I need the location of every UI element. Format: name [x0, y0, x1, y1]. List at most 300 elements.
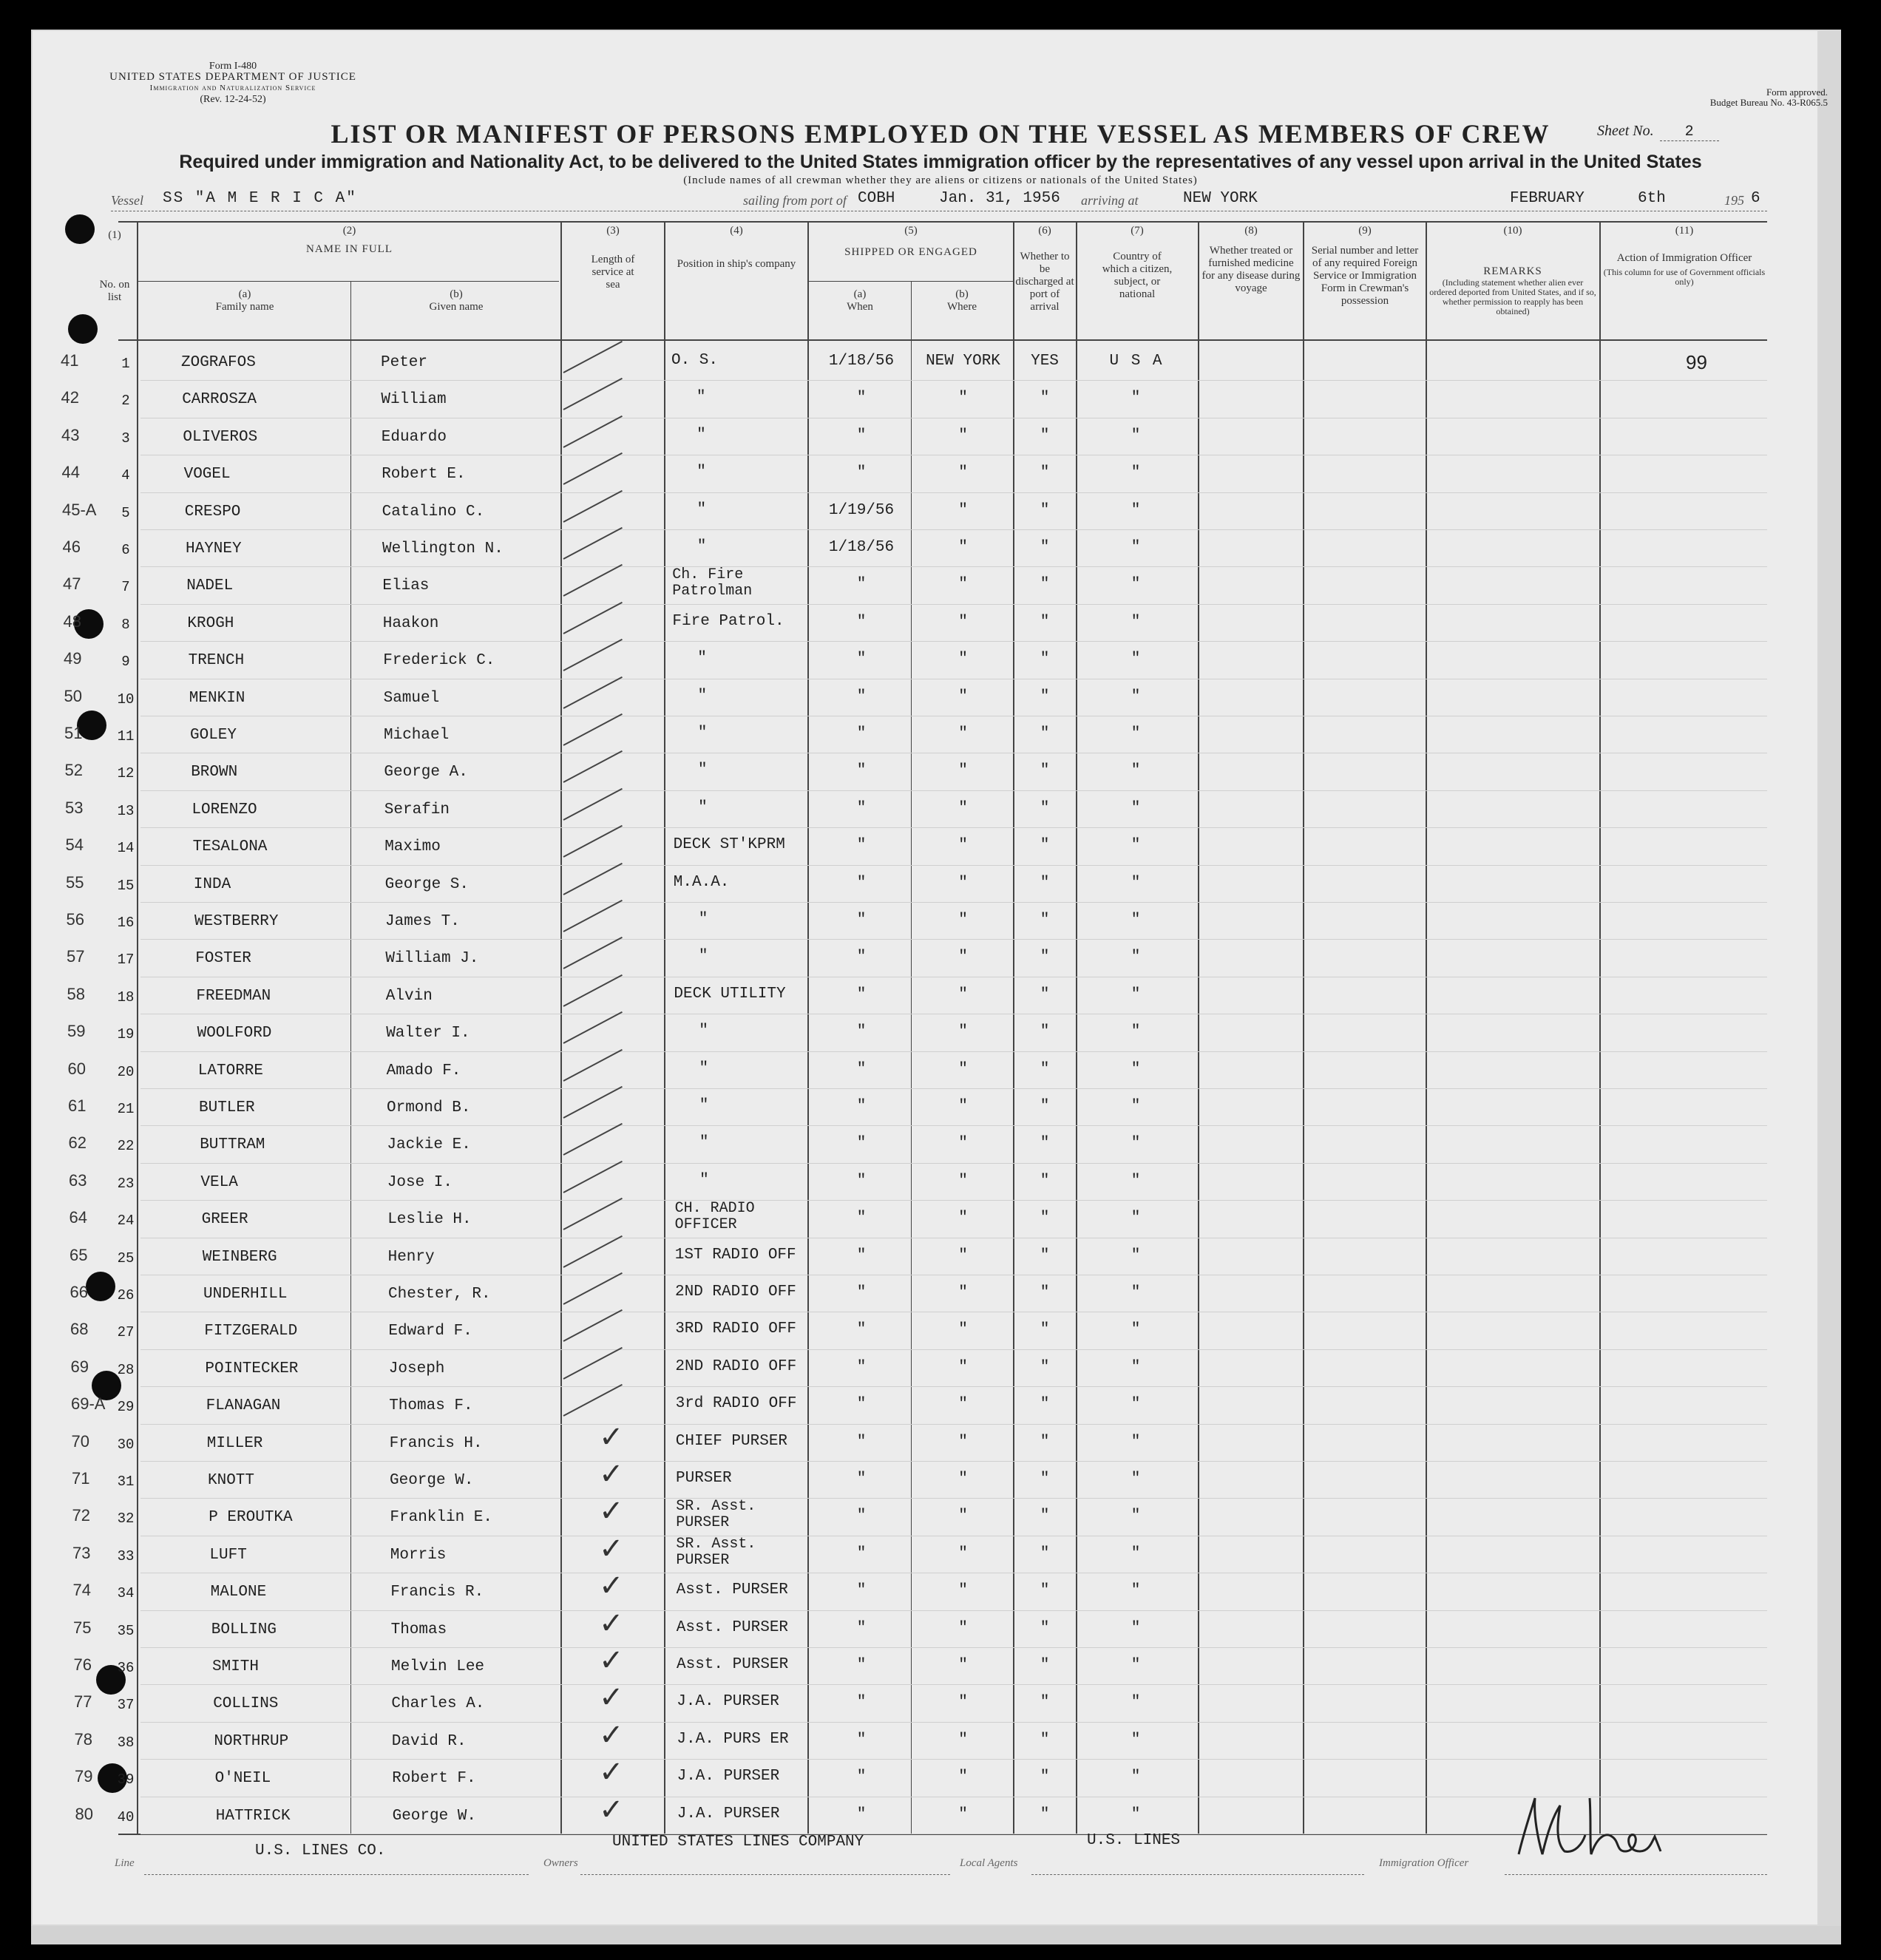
family-name: VELA: [200, 1173, 238, 1191]
given-name: William J.: [385, 950, 479, 968]
col-note: (Including statement whether alien ever ordered deported from United States, and if so, whether permission to reapply has been obtained): [1429, 277, 1596, 316]
list-number: 26: [117, 1287, 135, 1303]
shipped-when: ": [856, 464, 867, 482]
shipped-when: ": [856, 1508, 867, 1525]
country: ": [1131, 1657, 1142, 1674]
given-name: Alvin: [385, 987, 433, 1005]
shipped-when: ": [856, 1098, 867, 1115]
punch-hole: [68, 314, 98, 344]
position: ": [699, 1059, 709, 1077]
family-name: CRESPO: [184, 503, 241, 520]
given-name: Robert F.: [392, 1770, 476, 1788]
given-name: George A.: [384, 764, 468, 781]
position: ": [699, 1171, 709, 1189]
table-top-rule: [118, 221, 1767, 223]
position: J.A. PURSER: [677, 1693, 779, 1711]
list-number: 40: [117, 1808, 135, 1825]
discharged: ": [1040, 1471, 1050, 1488]
list-number: 9: [121, 654, 130, 671]
shipped-when: 1/18/56: [828, 539, 895, 556]
given-name: George W.: [390, 1472, 474, 1489]
running-number: 75: [73, 1618, 92, 1637]
family-name: NADEL: [186, 577, 234, 595]
position: CH. RADIO OFFICER: [674, 1200, 755, 1234]
col5-header: [810, 225, 1011, 259]
position: ": [699, 1134, 709, 1152]
discharged: ": [1040, 986, 1050, 1003]
col-number: (7): [1131, 225, 1144, 237]
shipped-where: ": [958, 1657, 968, 1674]
family-name: TESALONA: [192, 838, 268, 856]
running-number: 66: [70, 1283, 88, 1301]
running-number: 62: [68, 1133, 87, 1153]
col1-header: [96, 229, 133, 304]
vessel-label: Vessel: [111, 193, 143, 208]
given-name: Frederick C.: [383, 652, 495, 670]
col-note: (This column for use of Government officials only): [1603, 267, 1766, 287]
position: SR. Asst. PURSER: [676, 1498, 756, 1532]
shipped-where: ": [958, 1805, 968, 1823]
list-number: 19: [117, 1026, 135, 1043]
family-name: P EROUTKA: [209, 1509, 293, 1527]
table-header-rule: [118, 339, 1767, 341]
given-name: Wellington N.: [382, 540, 504, 557]
underline: [1505, 1873, 1767, 1875]
family-name: FLANAGAN: [206, 1397, 281, 1415]
discharged: ": [1040, 1805, 1050, 1823]
discharged: ": [1040, 688, 1050, 705]
family-name: HATTRICK: [215, 1807, 291, 1825]
given-name: Amado F.: [386, 1062, 461, 1079]
shipped-when: ": [856, 1544, 867, 1562]
discharged: ": [1040, 651, 1050, 668]
list-number: 35: [117, 1622, 135, 1639]
col11-header: [1603, 225, 1766, 287]
running-number: 78: [74, 1729, 92, 1749]
running-number: 63: [69, 1170, 87, 1190]
voyage-line: [111, 189, 1767, 211]
service-check-mark: ✓: [599, 1494, 624, 1529]
list-number: 13: [117, 802, 135, 819]
col5b-header: [912, 288, 1011, 313]
given-name: David R.: [391, 1732, 467, 1750]
discharged: ": [1040, 1247, 1050, 1264]
position: ": [697, 538, 707, 555]
shipped-when: ": [856, 1358, 867, 1376]
family-name: CARROSZA: [182, 391, 257, 409]
discharged: ": [1040, 1060, 1050, 1078]
discharged: ": [1040, 874, 1050, 892]
list-number: 20: [117, 1063, 135, 1080]
year-prefix: 195: [1724, 193, 1744, 208]
col-number: (b): [955, 288, 969, 300]
country: ": [1131, 464, 1142, 482]
shipped-where: ": [958, 1023, 968, 1041]
country: ": [1131, 1582, 1142, 1600]
given-name: Melvin Lee: [391, 1658, 485, 1675]
col10-header: [1428, 225, 1597, 316]
running-number: 79: [75, 1767, 93, 1786]
running-number: 68: [70, 1320, 89, 1339]
discharged: ": [1040, 1358, 1050, 1376]
running-number: 47: [63, 574, 81, 594]
running-number: 64: [69, 1208, 87, 1227]
family-name: MILLER: [206, 1434, 263, 1452]
shipped-when: ": [856, 688, 867, 705]
shipped-where: ": [958, 1060, 968, 1078]
country: ": [1131, 1060, 1142, 1078]
family-name: BUTLER: [199, 1099, 255, 1116]
family-name: BROWN: [191, 764, 238, 781]
vessel-name: SS "A M E R I C A": [163, 190, 357, 207]
list-number: 37: [117, 1697, 135, 1714]
shipped-where: ": [958, 1172, 968, 1190]
running-number: 49: [64, 649, 82, 668]
family-name: INDA: [193, 875, 231, 893]
name-subrule: [138, 281, 559, 282]
given-name: Peter: [381, 354, 428, 371]
given-name: Michael: [384, 727, 450, 744]
country: ": [1131, 1769, 1142, 1786]
shipped-where: ": [958, 1582, 968, 1600]
year-suffix: 6: [1751, 190, 1760, 207]
discharged: ": [1040, 1694, 1050, 1712]
position: M.A.A.: [673, 873, 730, 891]
service-check-mark: ✓: [599, 1681, 624, 1715]
position: ": [697, 426, 706, 444]
service-check-mark: ✓: [599, 1457, 624, 1491]
given-name: Chester, R.: [388, 1286, 491, 1303]
family-name: COLLINS: [213, 1695, 279, 1713]
col-label: When: [847, 301, 873, 313]
family-name: LATORRE: [197, 1062, 264, 1079]
country: ": [1131, 799, 1142, 817]
running-number: 48: [63, 611, 81, 631]
position: SR. Asst. PURSER: [676, 1535, 756, 1569]
position: 2ND RADIO OFF: [675, 1357, 797, 1375]
shipped-where: ": [958, 799, 968, 817]
list-number: 30: [117, 1436, 135, 1453]
list-number: 22: [117, 1138, 135, 1155]
position: ": [698, 911, 708, 928]
country: ": [1131, 1098, 1142, 1115]
running-number: 61: [68, 1096, 87, 1115]
running-number: 55: [66, 872, 84, 892]
shipped-when: ": [856, 651, 867, 668]
shipped-when: ": [856, 1135, 867, 1153]
discharged: ": [1040, 1098, 1050, 1115]
discharged: ": [1040, 390, 1050, 407]
family-name: O'NEIL: [214, 1770, 271, 1788]
country: ": [1131, 1396, 1142, 1414]
list-number: 7: [121, 579, 130, 596]
shipped-when: ": [856, 1657, 867, 1674]
line-value: U.S. LINES CO.: [255, 1842, 386, 1859]
country: ": [1131, 986, 1142, 1003]
shipped-when: ": [856, 427, 867, 444]
page-note: (Include names of all crewman whether they are aliens or citizens or nationals of the United States): [683, 174, 1198, 186]
given-name: Edward F.: [388, 1323, 472, 1340]
shipped-where: ": [958, 427, 968, 444]
country: ": [1131, 725, 1142, 742]
col-number: (2): [342, 225, 356, 237]
given-name: Joseph: [388, 1360, 445, 1377]
list-number: 33: [117, 1547, 135, 1564]
underline: [580, 1873, 950, 1875]
family-name: WESTBERRY: [194, 913, 279, 930]
country: ": [1131, 1321, 1142, 1339]
given-name: Henry: [387, 1248, 435, 1266]
shipped-where: ": [958, 986, 968, 1003]
running-number: 77: [74, 1692, 92, 1712]
discharged: ": [1040, 613, 1050, 631]
position: ": [697, 725, 708, 742]
shipped-when: ": [856, 986, 867, 1003]
position: 3rd RADIO OFF: [675, 1395, 797, 1413]
running-number: 70: [71, 1431, 89, 1451]
given-name: William: [381, 391, 447, 409]
list-number: 18: [117, 989, 135, 1006]
country: U S A: [1109, 353, 1164, 370]
given-name: George S.: [384, 875, 470, 893]
list-number: 11: [117, 728, 135, 745]
col-number: (a): [853, 288, 867, 300]
list-number: 15: [117, 877, 135, 894]
family-name: BUTTRAM: [200, 1136, 265, 1154]
position: DECK UTILITY: [674, 985, 786, 1003]
list-number: 36: [117, 1660, 135, 1676]
list-number: 2: [121, 393, 130, 410]
discharged: ": [1040, 1135, 1050, 1153]
position: Asst. PURSER: [677, 1656, 789, 1673]
shipped-when: ": [856, 1023, 867, 1041]
service-check-mark: ✓: [599, 1606, 624, 1641]
shipped-when: ": [856, 1396, 867, 1414]
given-name: Morris: [390, 1546, 447, 1564]
position: 2ND RADIO OFF: [675, 1284, 796, 1301]
given-name: Walter I.: [386, 1025, 470, 1042]
shipped-where: ": [958, 390, 968, 407]
department: UNITED STATES DEPARTMENT OF JUSTICE: [109, 71, 356, 83]
col-label: Action of Immigration Officer: [1616, 252, 1752, 264]
given-name: Thomas F.: [389, 1397, 473, 1415]
approval-text: Form approved.: [1766, 87, 1828, 98]
list-number: 12: [117, 765, 135, 782]
running-number: 73: [72, 1543, 91, 1562]
discharged: YES: [1031, 353, 1059, 370]
discharged: ": [1040, 1544, 1050, 1562]
service-check-mark: ✓: [599, 1717, 624, 1752]
running-number: 42: [61, 388, 79, 407]
country: ": [1131, 427, 1142, 444]
discharged: ": [1040, 1023, 1050, 1041]
service: Immigration and Naturalization Service: [149, 84, 316, 92]
col6-header: [1015, 225, 1074, 313]
country: ": [1131, 1433, 1142, 1451]
country: ": [1131, 688, 1142, 705]
sheet-edge: [1819, 30, 1841, 1944]
shipped-where: ": [958, 576, 968, 594]
country: ": [1131, 1694, 1142, 1712]
country: ": [1131, 1284, 1142, 1301]
shipped-where: ": [958, 1769, 968, 1786]
discharged: ": [1040, 837, 1050, 855]
country: ": [1131, 501, 1142, 519]
shipped-where: ": [958, 1210, 968, 1227]
shipped-when: ": [856, 1433, 867, 1451]
shipped-where: ": [958, 1321, 968, 1339]
service-check-mark: ✓: [599, 1531, 624, 1566]
running-number: 50: [64, 686, 82, 705]
discharged: ": [1040, 1619, 1050, 1637]
col-label: REMARKS: [1483, 265, 1542, 277]
list-number: 39: [117, 1771, 135, 1788]
shipped-where: ": [958, 688, 968, 705]
list-number: 23: [117, 1175, 135, 1192]
punch-hole: [86, 1272, 115, 1301]
shipped-where: ": [958, 1731, 968, 1749]
discharged: ": [1040, 1210, 1050, 1227]
page-title: LIST OR MANIFEST OF PERSONS EMPLOYED ON THE VESSEL AS MEMBERS OF CREW: [331, 119, 1550, 149]
col-number: (10): [1503, 225, 1522, 237]
shipped-when: ": [856, 1471, 867, 1488]
shipped-when: ": [856, 1060, 867, 1078]
shipped-when: ": [856, 1805, 867, 1823]
given-name: Robert E.: [382, 466, 466, 484]
position: J.A. PURSER: [677, 1805, 780, 1822]
country: ": [1131, 949, 1142, 966]
shipped-when: ": [856, 837, 867, 855]
col-label: Length of service at sea: [591, 254, 635, 291]
owners-value: UNITED STATES LINES COMPANY: [612, 1834, 864, 1851]
shipped-where: ": [958, 539, 968, 556]
family-name: LUFT: [209, 1546, 247, 1564]
family-name: TRENCH: [188, 652, 245, 670]
shipped-when: ": [856, 1284, 867, 1301]
owners-label: Owners: [543, 1857, 578, 1869]
shipped-where: ": [958, 501, 968, 519]
shipped-where: ": [958, 874, 968, 892]
country: ": [1131, 539, 1142, 556]
shipped-where: ": [958, 1284, 968, 1301]
col-label: Given name: [429, 301, 484, 313]
running-number: 52: [64, 761, 83, 780]
position: 1ST RADIO OFF: [674, 1246, 796, 1264]
col-label: Family name: [215, 301, 274, 313]
col7-header: [1080, 225, 1195, 301]
running-number: 72: [72, 1506, 90, 1525]
running-number: 46: [62, 538, 81, 556]
discharged: ": [1040, 1172, 1050, 1190]
discharged: ": [1040, 576, 1050, 594]
list-number: 3: [121, 430, 130, 447]
running-number: 56: [66, 910, 84, 929]
running-number: 74: [72, 1581, 91, 1600]
shipped-where: ": [958, 1358, 968, 1376]
col-number: (3): [606, 225, 620, 237]
shipped-where: ": [958, 651, 968, 668]
family-name: UNDERHILL: [203, 1286, 288, 1303]
col-number: (11): [1675, 225, 1694, 237]
country: ": [1131, 1172, 1142, 1190]
running-number: 43: [61, 425, 80, 444]
family-name: GOLEY: [190, 727, 237, 744]
list-number: 21: [117, 1101, 135, 1117]
shipped-when: ": [856, 912, 867, 929]
service-check-mark: ✓: [599, 1792, 624, 1827]
col-number: (a): [238, 288, 251, 300]
shipped-when: ": [856, 725, 867, 742]
service-check-mark: ✓: [599, 1644, 624, 1678]
col-label: Whether to be discharged at port of arrival: [1015, 251, 1074, 313]
country: ": [1131, 651, 1142, 668]
running-number: 41: [61, 351, 79, 370]
given-name: Franklin E.: [390, 1509, 493, 1527]
country: ": [1131, 613, 1142, 631]
discharged: ": [1040, 1769, 1050, 1786]
shipped-when: ": [856, 874, 867, 892]
position: J.A. PURS ER: [677, 1730, 789, 1748]
position: ": [698, 948, 708, 966]
given-name: Francis R.: [390, 1584, 484, 1601]
position: ": [699, 1097, 709, 1114]
list-number: 16: [117, 915, 135, 931]
list-number: 6: [121, 542, 130, 558]
family-name: WEINBERG: [202, 1248, 277, 1266]
shipped-where: ": [958, 1619, 968, 1637]
given-name: Ormond B.: [387, 1099, 471, 1116]
position: ": [697, 464, 706, 481]
shipped-where: ": [958, 725, 968, 742]
shipped-where: ": [958, 1433, 968, 1451]
given-name: Maximo: [384, 838, 441, 856]
discharged: ": [1040, 427, 1050, 444]
position: 3RD RADIO OFF: [675, 1320, 797, 1338]
position: DECK ST'KPRM: [673, 836, 785, 854]
position: ": [697, 650, 707, 668]
shipped-when: ": [856, 762, 867, 780]
family-name: NORTHRUP: [214, 1732, 289, 1750]
position: J.A. PURSER: [677, 1768, 780, 1786]
running-number: 54: [65, 835, 84, 855]
running-number: 57: [67, 947, 85, 966]
family-name: OLIVEROS: [183, 428, 258, 446]
family-name: FITZGERALD: [204, 1323, 298, 1340]
country: ": [1131, 1805, 1142, 1823]
col-number: (b): [450, 288, 463, 300]
family-name: FREEDMAN: [196, 987, 271, 1005]
shipped-when: ": [856, 613, 867, 631]
position: ": [697, 687, 708, 705]
country: ": [1131, 1210, 1142, 1227]
col4-header: [667, 225, 806, 271]
running-number: 45-A: [62, 500, 97, 519]
agents-value: U.S. LINES: [1087, 1832, 1181, 1849]
arriving-port: NEW YORK: [1183, 190, 1258, 207]
country: ": [1131, 874, 1142, 892]
discharged: ": [1040, 539, 1050, 556]
shipped-when: ": [856, 390, 867, 407]
arriving-label: arriving at: [1081, 193, 1139, 208]
list-number: 17: [117, 952, 135, 969]
col-number: (9): [1358, 225, 1372, 237]
family-name: HAYNEY: [186, 540, 242, 557]
shipped-where: ": [958, 1135, 968, 1153]
shipped-where: ": [958, 949, 968, 966]
running-number: 51: [64, 724, 83, 742]
country: ": [1131, 912, 1142, 929]
given-name: Serafin: [384, 801, 450, 818]
